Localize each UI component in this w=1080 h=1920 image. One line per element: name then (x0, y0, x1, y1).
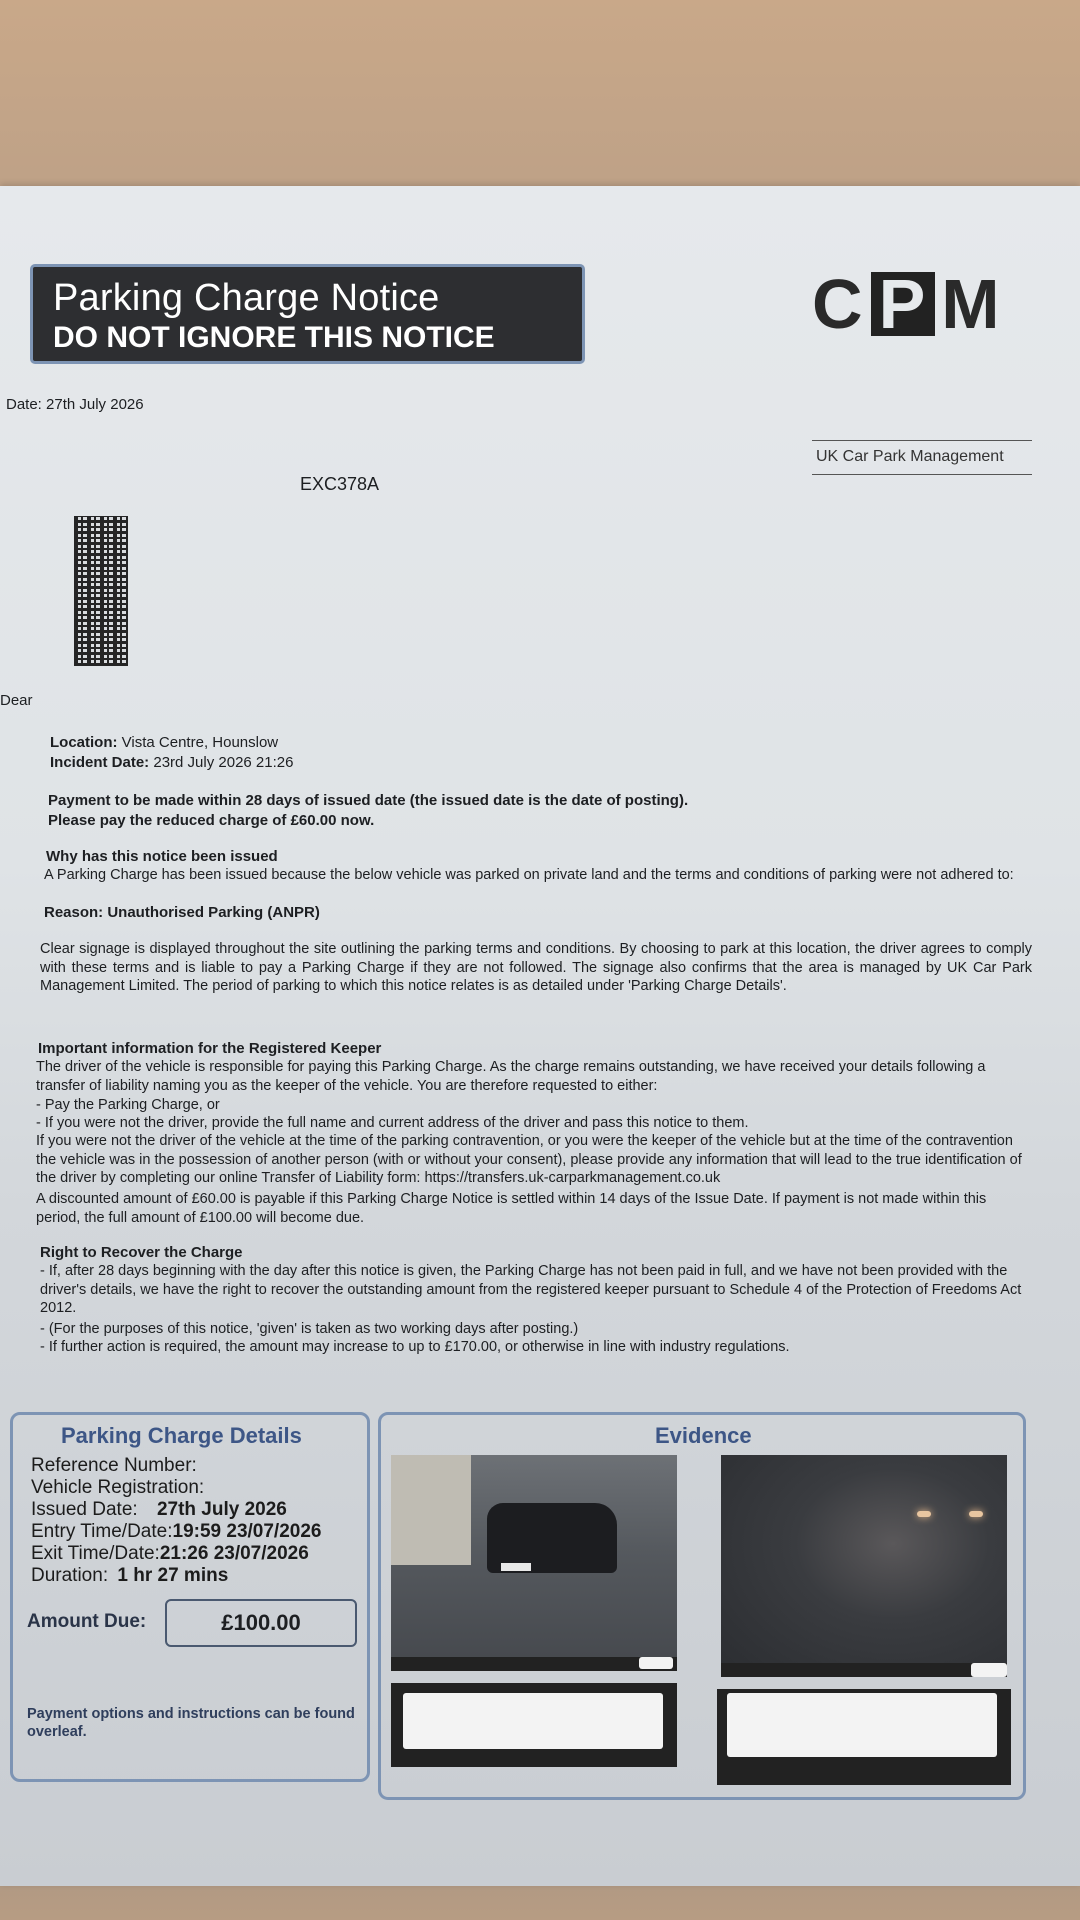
recover-item-3: - If further action is required, the amount may increase to up to £170.00, or otherwise in line with industry regulations. (40, 1339, 790, 1355)
keeper-option-driver: - If you were not the driver, provide the full name and current address of the driver and pass this notice to them. (36, 1115, 749, 1131)
photo-caption-strip (391, 1657, 677, 1671)
plate-redaction-entry (403, 1693, 663, 1749)
issued-date-value: 27th July 2026 (156, 1499, 287, 1520)
duration-row (31, 1565, 228, 1587)
redaction-mark-exit (971, 1663, 1007, 1677)
notice-title: Parking Charge Notice (53, 277, 440, 319)
incident-line (50, 754, 293, 771)
entry-value: 19:59 23/07/2026 (172, 1521, 322, 1542)
plate-crop-exit (717, 1689, 1011, 1785)
keeper-heading: Important information for the Registered Keeper (38, 1040, 382, 1057)
logo-letter-p: P (871, 272, 936, 336)
entry-row (31, 1521, 321, 1543)
logo-divider-bottom (812, 474, 1032, 475)
why-text: A Parking Charge has been issued because the below vehicle was parked on private land and the terms and conditions of parking were not adhered to: (44, 867, 1014, 883)
recover-heading: Right to Recover the Charge (40, 1244, 243, 1261)
logo-letter-c: C (812, 265, 865, 343)
logo-letter-m: M (941, 265, 1002, 343)
keeper-intro: The driver of the vehicle is responsible for paying this Parking Charge. As the charge remains outstanding, we have received your details following a transfer of liability naming you as the keeper of the vehicle. You are therefore requested to either: (36, 1059, 986, 1094)
greeting: Dear (0, 692, 33, 709)
evidence-heading: Evidence (655, 1423, 752, 1448)
notice-title-banner (30, 264, 585, 364)
barrier-booth (391, 1455, 471, 1565)
barcode (74, 516, 128, 666)
cpm-logo (812, 264, 1004, 465)
duration-label: Duration: (31, 1565, 109, 1586)
why-heading: Why has this notice been issued (46, 848, 278, 865)
keeper-option-pay: - Pay the Parking Charge, or (36, 1097, 220, 1113)
keeper-transfer-info: If you were not the driver of the vehicle at the time of the parking contravention, or you were the keeper of the vehicle but at the time of the contravention the vehicle was in the possession of another person (with or without your consent), please provide any information that will lead to the true identification of the driver by completing our online Transfer of Liability form: https://transfers.uk-carparkmanagement.co.uk (36, 1133, 1022, 1186)
plate-crop-entry (391, 1683, 677, 1767)
exit-label: Exit Time/Date: (31, 1543, 160, 1564)
amount-due-label: Amount Due: (27, 1611, 147, 1632)
parking-charge-details-box (10, 1412, 370, 1782)
logo-tagline: UK Car Park Management (816, 448, 1004, 465)
headlight-left (917, 1511, 931, 1517)
photo-caption-strip-exit (721, 1663, 1007, 1677)
number-plate (501, 1563, 531, 1571)
notice-warning: DO NOT IGNORE THIS NOTICE (53, 321, 495, 354)
evidence-box (378, 1412, 1026, 1800)
why-reason: Reason: Unauthorised Parking (ANPR) (44, 904, 320, 921)
payment-notice-line1: Payment to be made within 28 days of issued date (the issued date is the date of posting). (48, 792, 689, 809)
exit-row (31, 1543, 309, 1565)
exit-value: 21:26 23/07/2026 (159, 1543, 309, 1564)
evidence-photo-exit (721, 1455, 1007, 1677)
incident-value: 23rd July 2026 21:26 (153, 754, 294, 771)
payment-options-note: Payment options and instructions can be found overleaf. (27, 1706, 355, 1740)
evidence-photo-entry (391, 1455, 677, 1671)
reference-code: EXC378A (300, 474, 380, 494)
headlight-right (969, 1511, 983, 1517)
reference-number-label: Reference Number: (31, 1455, 197, 1476)
payment-notice-line2: Please pay the reduced charge of £60.00 now. (48, 812, 375, 829)
keeper-discount-info: A discounted amount of £60.00 is payable if this Parking Charge Notice is settled within 14 days of the Issue Date. If payment is not made within this period, the full amount of £100.00 will become due. (36, 1191, 987, 1226)
details-heading: Parking Charge Details (61, 1423, 302, 1448)
recover-item-1: - If, after 28 days beginning with the day after this notice is given, the Parking Charge has not been paid in full, and we have not been provided with the driver's details, we have the right to recover the outstanding amount from the registered keeper pursuant to Schedule 4 of the Protection of Freedoms Act 2012. (40, 1263, 1022, 1316)
vehicle-registration-label: Vehicle Registration: (31, 1477, 205, 1498)
location-line (50, 734, 278, 751)
entry-label: Entry Time/Date: (31, 1521, 173, 1542)
notice-paper (0, 186, 1080, 1886)
issued-date-row (31, 1499, 287, 1521)
signage-text: Clear signage is displayed throughout the site outlining the parking terms and conditions. By choosing to park at this location, the driver agrees to comply with these terms and is liable to pay a Parking Charge if they are not followed. The signage also confirms that the area is managed by UK Car Park Management Limited. The period of parking to which this notice relates is as detailed under 'Parking Charge Details'. (40, 941, 1032, 994)
duration-value: 1 hr 27 mins (117, 1565, 229, 1586)
amount-due-value: £100.00 (165, 1599, 357, 1647)
location-value: Vista Centre, Hounslow (121, 734, 279, 751)
redaction-mark (639, 1657, 673, 1669)
plate-redaction-exit (727, 1693, 997, 1757)
notice-date: Date: 27th July 2026 (6, 396, 144, 413)
logo-divider-top (812, 440, 1032, 441)
recover-item-2: - (For the purposes of this notice, 'given' is taken as two working days after posting.) (40, 1321, 579, 1337)
location-label: Location: (50, 734, 118, 751)
incident-label: Incident Date: (50, 754, 150, 771)
issued-date-label: Issued Date: (31, 1499, 138, 1520)
